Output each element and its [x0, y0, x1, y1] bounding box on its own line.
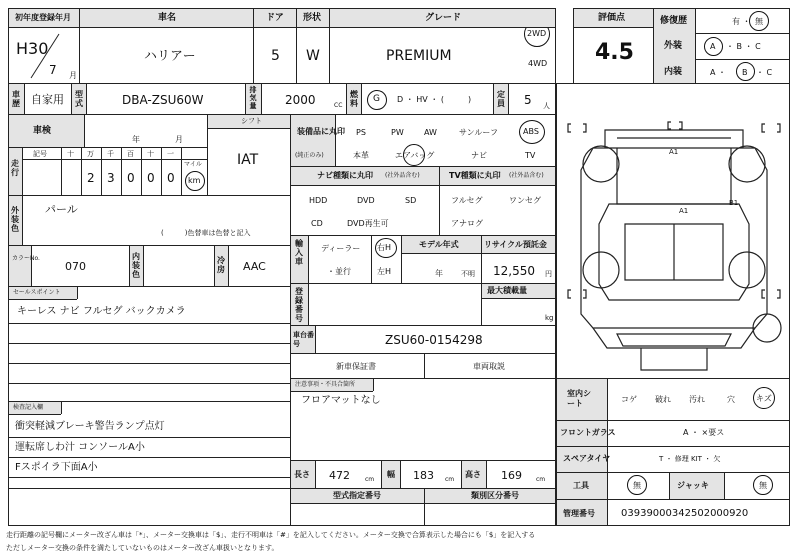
damage-mark-3: B1: [729, 199, 739, 207]
width-unit: cm: [445, 476, 455, 483]
model-vlabel: 型式: [75, 90, 83, 108]
navi-dvd-play: DVD再生可: [347, 219, 389, 228]
footer-line-1: 走行距離の記号欄にメーター改ざん車は「*」、メーター交換車は「$」、走行不明車は「#」を記入してください。メーター交換で合算表示した場合にも「$」を記入する: [6, 531, 536, 539]
inspection-year-label: 年: [132, 135, 140, 144]
disp-vlabel: 排気量: [249, 86, 257, 110]
navi-hdd: HDD: [309, 196, 328, 205]
car-name-cell: [79, 27, 254, 84]
unit-ichi: 一: [167, 150, 174, 158]
sales-text: キーレス ナビ フルセグ バックカメラ: [17, 306, 186, 317]
reg-year-label: 初年度登録年月: [15, 13, 71, 22]
tv-label: TV種類に丸印: [449, 171, 501, 180]
ac-value: AAC: [243, 260, 266, 273]
unit-hyaku: 百: [127, 150, 134, 158]
seat-scratch: キズ: [756, 394, 772, 403]
inspection-label: 車検: [33, 126, 52, 136]
control-label: 管理番号: [563, 509, 595, 518]
mileage-digit-3: 0: [127, 171, 135, 185]
sales-block: [8, 286, 291, 402]
equip-airbag: エアバッグ: [395, 151, 435, 160]
seat-label: 室内シート: [567, 389, 591, 408]
usage-value: 自家用: [31, 93, 64, 106]
unit-sen: 千: [107, 150, 114, 158]
mileage-digit-2: 3: [107, 171, 115, 185]
interior-color-vlabel: 内装色: [132, 252, 140, 279]
grade-label: グレード: [425, 13, 462, 23]
color-no-value: 070: [65, 260, 86, 273]
interior-label: 内装: [664, 67, 683, 77]
car-diagram-svg: [557, 84, 790, 379]
interior-b: B: [742, 68, 748, 77]
inspector-line-3: Fスポイラ下面A小: [15, 462, 98, 473]
capacity-vlabel: 定員: [497, 90, 505, 108]
car-name: ハリアー: [144, 49, 196, 64]
navi-note: (社外品含む): [385, 172, 420, 179]
reg-year-cell: [8, 27, 80, 84]
model-year-label: モデル年式: [419, 240, 459, 249]
import-block: [290, 235, 556, 284]
equip-tv: TV: [525, 151, 536, 160]
usage-vlabel: 車歴: [12, 90, 20, 108]
fuel-opts: D ・ HV ・ ( ): [397, 95, 472, 104]
mileage-vlabel: 走行: [11, 159, 19, 177]
class-label: 類別区分番号: [471, 491, 519, 500]
repair-label: 修復歴: [660, 16, 688, 26]
exterior-a: A: [710, 42, 716, 51]
damage-mark-2: A1: [679, 207, 689, 215]
length-value: 472: [329, 469, 350, 482]
width-label: 幅: [387, 470, 395, 479]
doors-header: [253, 8, 297, 28]
equipment-note: (純正のみ): [295, 152, 324, 159]
score-panel: [573, 8, 790, 84]
tv-fullseg: フルセグ: [451, 196, 483, 205]
inspector-line-1: 衝突軽減ブレーキ警告ランプ点灯: [15, 421, 165, 432]
import-vlabel: 輸入車: [295, 239, 303, 266]
unit-ju: 十: [147, 150, 154, 158]
tv-analog: アナログ: [451, 219, 483, 228]
equip-leather: 本革: [353, 151, 369, 160]
inspection-month-label: 月: [175, 135, 183, 144]
mileage-digit-4: 0: [147, 171, 155, 185]
color-note: ( )色替車は色替と記入: [161, 229, 251, 237]
exterior-rest: ・ B ・ C: [726, 42, 761, 51]
recycle-value: 12,550: [493, 264, 535, 278]
capacity-value: 5: [524, 93, 532, 107]
doors-label: ドア: [266, 13, 284, 23]
inspector-label: 検査記入欄: [13, 404, 44, 411]
equip-navi: ナビ: [471, 151, 487, 160]
dims-block: [290, 460, 556, 489]
capacity-unit: 人: [543, 102, 550, 110]
max-load-unit: kg: [545, 314, 554, 322]
seat-burn: コゲ: [621, 395, 637, 404]
model-year-unknown: 不明: [461, 270, 475, 278]
condition-table: [556, 378, 790, 526]
navi-tv-block: [290, 166, 556, 236]
notes-text: フロアマットなし: [301, 395, 381, 406]
inspector-line-2: 運転席しわ汁 コンソールA小: [15, 442, 145, 453]
month-unit: 月: [69, 71, 77, 80]
model-year-year: 年: [435, 269, 443, 278]
fuel-g: G: [373, 94, 380, 104]
unit-man: 万: [87, 150, 94, 158]
seat-stain: 汚れ: [689, 395, 705, 404]
tv-note: (社外品含む): [509, 172, 544, 179]
length-label: 長さ: [294, 470, 310, 479]
repair-none: 無: [755, 17, 763, 26]
width-value: 183: [413, 469, 434, 482]
km-label: km: [188, 176, 201, 185]
color-no-vlabel: カラーNo.: [12, 255, 40, 262]
height-label: 高さ: [465, 470, 481, 479]
mile-label: マイル: [184, 161, 202, 168]
grade-value: PREMIUM: [386, 48, 452, 64]
doors-cell: [253, 27, 297, 84]
fuel-vlabel: 燃料: [350, 90, 358, 108]
windshield-value: A ・ ×要ス: [683, 428, 725, 437]
shift-label: シフト: [241, 117, 262, 125]
hand-right: 右H: [377, 243, 392, 252]
mileage-digit-1: 2: [87, 171, 95, 185]
equipment-label: 装備品に丸印: [297, 127, 345, 136]
import-dealer: ディーラー: [321, 244, 361, 253]
navi-label: ナビ種類に丸印: [317, 171, 373, 180]
body-label: 形状: [303, 13, 322, 23]
mileage-digit-5: 0: [167, 171, 175, 185]
hand-left: 左H: [377, 267, 392, 276]
color-value: パール: [45, 203, 78, 216]
repair-opts: 有 ・: [732, 17, 751, 26]
chassis-value: ZSU60-0154298: [385, 333, 483, 347]
color-vlabel: 外装色: [11, 206, 19, 233]
exterior-label: 外装: [664, 41, 683, 51]
reg-vlabel: 登録番号: [295, 287, 303, 323]
length-unit: cm: [365, 476, 375, 483]
grade-cell: [329, 27, 556, 84]
unit-ten-man: 十: [67, 150, 74, 158]
windshield-label: フロントガラス: [560, 428, 616, 437]
equip-ps: PS: [356, 128, 366, 137]
tools-label: 工具: [573, 481, 589, 490]
mark-label: 記号: [33, 150, 47, 158]
body-value: W: [306, 48, 320, 64]
score-value: 4.5: [595, 40, 634, 65]
ac-vlabel: 冷房: [217, 256, 225, 274]
grade-header: [329, 8, 556, 28]
warranty-label: 新車保証書: [336, 362, 376, 371]
equip-abs: ABS: [523, 127, 539, 136]
damage-diagram: [556, 83, 790, 379]
color-block: [8, 195, 291, 246]
model-value: DBA-ZSU60W: [122, 93, 204, 107]
equip-sunroof: サンルーフ: [459, 128, 498, 137]
height-unit: cm: [536, 476, 546, 483]
shift-value: IAT: [237, 152, 259, 168]
jack-label: ジャッキ: [677, 481, 709, 490]
interior-a: A ・: [710, 68, 727, 77]
drive-4wd: 4WD: [528, 59, 548, 68]
spare-label: スペアタイヤ: [563, 454, 611, 463]
tools-none: 無: [633, 481, 641, 490]
chassis-block: [290, 325, 556, 354]
type-block: [290, 488, 556, 526]
seat-tear: 破れ: [655, 395, 671, 404]
jack-none: 無: [759, 481, 767, 490]
disp-value: 2000: [285, 93, 316, 107]
blank-lower-left: [8, 488, 291, 526]
tv-oneseg: ワンセグ: [509, 196, 541, 205]
drive-2wd: 2WD: [527, 29, 547, 38]
reg-month: 7: [49, 63, 57, 77]
car-name-label: 車名: [158, 13, 177, 23]
navi-dvd: DVD: [357, 196, 375, 205]
recycle-label: リサイクル預託金: [484, 240, 547, 249]
sales-label: セールスポイント: [13, 289, 61, 296]
body-header: [296, 8, 330, 28]
era-year: H30: [16, 39, 49, 58]
inspection-block: [8, 114, 291, 196]
damage-mark-1: A1: [669, 148, 679, 156]
max-load-label: 最大積載量: [487, 286, 527, 295]
warranty-block: [290, 353, 556, 379]
chassis-vlabel: 車台番号: [293, 331, 314, 348]
vehicle-row: [8, 83, 556, 115]
equip-pw: PW: [391, 128, 404, 137]
type-label: 型式指定番号: [333, 491, 381, 500]
import-parallel: ・並行: [327, 267, 351, 276]
disp-unit: CC: [334, 102, 343, 109]
footer-line-2: ただしメーター交換の条件を満たしていないものはメーター改ざん車扱いとなります。: [6, 544, 279, 552]
equipment-block: [290, 114, 556, 167]
spare-value: T ・ 修理 KIT ・ 欠: [659, 455, 721, 463]
navi-cd: CD: [311, 219, 323, 228]
seat-hole: 穴: [727, 395, 735, 404]
navi-sd: SD: [405, 196, 417, 205]
manual-label: 車両取説: [473, 362, 505, 371]
recycle-unit: 円: [545, 270, 552, 278]
control-value: 03939000342502000920: [621, 508, 749, 519]
reg-block: [290, 283, 556, 326]
height-value: 169: [501, 469, 522, 482]
doors-value: 5: [271, 48, 280, 64]
inspector-block: [8, 401, 291, 489]
score-label: 評価点: [598, 13, 626, 23]
body-cell: [296, 27, 330, 84]
interior-rest: ・ C: [756, 68, 773, 77]
car-name-header: [79, 8, 254, 28]
color-no-block: [8, 245, 291, 287]
reg-year-header: [8, 8, 80, 28]
equip-aw: AW: [424, 128, 437, 137]
notes-label: 注意事項・不具合箇所: [295, 381, 356, 388]
notes-block: [290, 378, 556, 461]
